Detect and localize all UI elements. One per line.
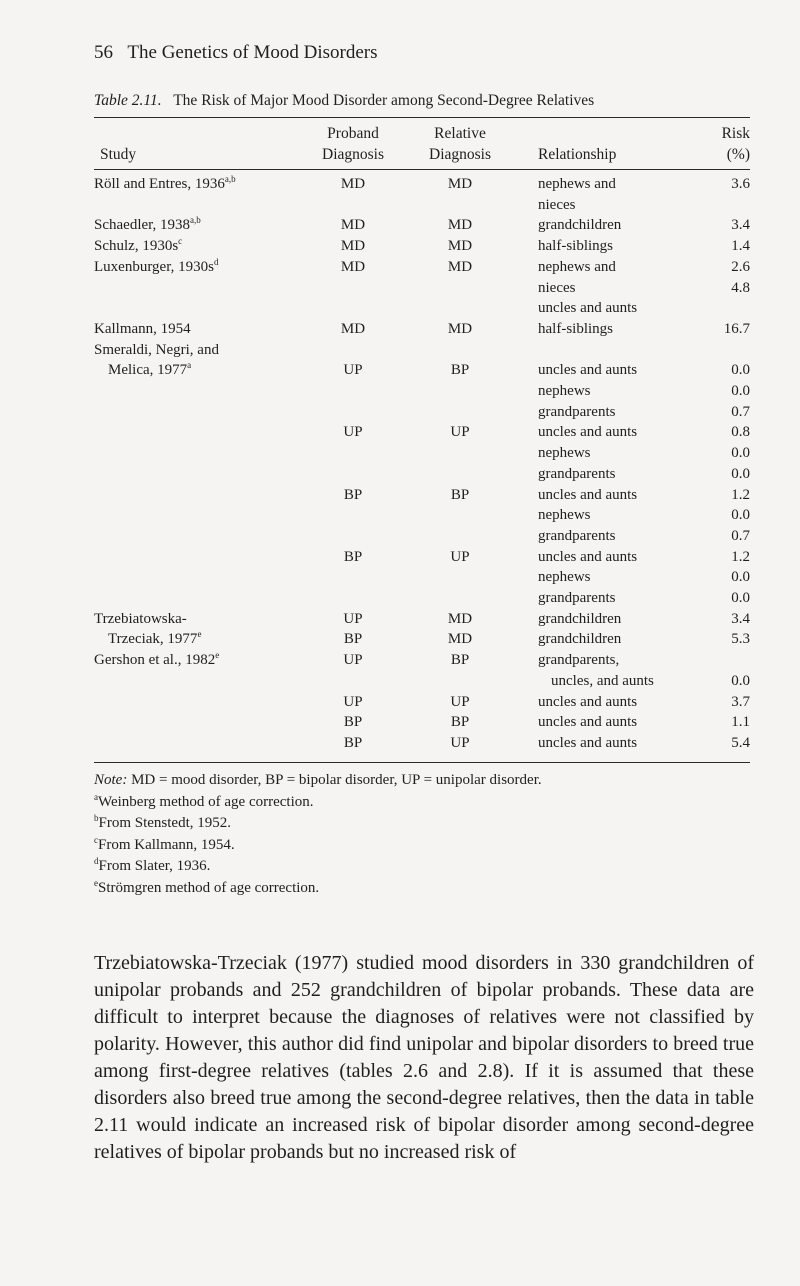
cell-proband-diagnosis: BP bbox=[343, 548, 363, 565]
cell-proband-diagnosis: MD bbox=[340, 238, 366, 255]
cell-relative-diagnosis: MD bbox=[447, 631, 473, 648]
footnote-mark: a bbox=[187, 360, 192, 371]
cell-risk: 0.0 bbox=[731, 590, 750, 606]
cell-proband-diagnosis: UP bbox=[343, 362, 363, 379]
footnote-mark: c bbox=[94, 834, 98, 845]
cell-risk: 0.0 bbox=[731, 383, 750, 399]
study-name: Kallmann, 1954 bbox=[94, 320, 191, 337]
cell-risk: 0.0 bbox=[731, 569, 750, 586]
header-relative-1: Relative bbox=[434, 125, 486, 142]
footnotes bbox=[94, 792, 542, 900]
study-name: Gershon et al., 1982 bbox=[94, 652, 216, 669]
cell-relationship: uncles and aunts bbox=[538, 734, 638, 751]
page-number: 56 bbox=[94, 42, 113, 63]
header-risk-1: Risk bbox=[721, 125, 750, 142]
study-name: Melica, 1977 bbox=[108, 362, 188, 379]
footnote-text: From Slater, 1936. bbox=[98, 858, 211, 874]
cell-risk: 0.7 bbox=[731, 403, 750, 420]
cell-relative-diagnosis: UP bbox=[450, 424, 470, 441]
footnote-text: From Kallmann, 1954. bbox=[98, 836, 235, 853]
cell-proband-diagnosis: MD bbox=[340, 258, 366, 275]
cell-relative-diagnosis: BP bbox=[450, 714, 470, 731]
cell-study bbox=[108, 629, 201, 649]
cell-risk: 3.7 bbox=[731, 693, 750, 710]
cell-risk: 0.8 bbox=[731, 424, 750, 441]
table-notes bbox=[94, 770, 542, 899]
cell-proband-diagnosis: BP bbox=[343, 486, 363, 503]
cell-relationship: nephews and bbox=[538, 176, 616, 192]
cell-relative-diagnosis: MD bbox=[447, 217, 473, 234]
cell-relative-diagnosis: MD bbox=[447, 320, 473, 337]
running-head bbox=[94, 42, 378, 64]
footnote-text: Strömgren method of age correction. bbox=[98, 879, 320, 896]
cell-relationship: uncles and aunts bbox=[538, 424, 638, 441]
cell-proband-diagnosis: UP bbox=[343, 652, 363, 669]
cell-risk: 0.0 bbox=[731, 465, 750, 482]
cell-risk: 1.2 bbox=[731, 548, 750, 565]
study-name: Schaedler, 1938 bbox=[94, 217, 191, 234]
cell-risk: 16.7 bbox=[723, 320, 750, 337]
cell-risk: 0.0 bbox=[731, 445, 750, 462]
cell-risk: 0.0 bbox=[731, 672, 750, 689]
study-name: Röll and Entres, 1936 bbox=[94, 176, 225, 192]
note-text: MD = mood disorder, BP = bipolar disorder, UP = unipolar disorder. bbox=[131, 772, 542, 788]
cell-risk: 3.4 bbox=[731, 610, 750, 627]
footnote-text: From Stenstedt, 1952. bbox=[98, 815, 232, 831]
cell-risk: 1.1 bbox=[731, 714, 750, 731]
footnote-mark: a,b bbox=[224, 174, 236, 184]
cell-proband-diagnosis: BP bbox=[343, 631, 363, 648]
cell-relationship: grandparents bbox=[538, 527, 616, 544]
cell-proband-diagnosis: BP bbox=[343, 714, 363, 731]
header-study: Study bbox=[100, 146, 137, 163]
footnote-mark: d bbox=[94, 856, 99, 866]
cell-proband-diagnosis: UP bbox=[343, 693, 363, 710]
cell-relationship: nephews bbox=[538, 569, 591, 586]
cell-relationship: nieces bbox=[538, 196, 576, 213]
cell-risk: 5.3 bbox=[731, 631, 750, 648]
cell-relationship: nephews bbox=[538, 383, 591, 399]
cell-relationship: nephews bbox=[538, 445, 591, 462]
footnote-mark: e bbox=[215, 650, 220, 661]
cell-study bbox=[94, 319, 191, 339]
table-title: The Risk of Major Mood Disorder among Second-Degree Relatives bbox=[173, 92, 595, 109]
cell-risk: 0.7 bbox=[731, 527, 750, 544]
footnote-mark: a,b bbox=[190, 215, 201, 226]
footnote-mark: b bbox=[94, 813, 99, 823]
study-name: Smeraldi, Negri, and bbox=[94, 341, 219, 358]
cell-relationship: uncles and aunts bbox=[538, 486, 638, 503]
cell-proband-diagnosis: UP bbox=[343, 424, 363, 441]
cell-relationship: uncles and aunts bbox=[538, 714, 638, 731]
cell-study bbox=[94, 215, 201, 235]
cell-relative-diagnosis: MD bbox=[447, 610, 473, 627]
study-name: Trzebiatowska- bbox=[94, 610, 187, 627]
cell-relationship: nephews bbox=[538, 507, 591, 524]
footnote bbox=[94, 878, 542, 900]
footnote-mark: c bbox=[178, 236, 183, 247]
cell-relative-diagnosis: BP bbox=[450, 362, 470, 379]
footnote-mark: e bbox=[94, 877, 98, 888]
header-relationship: Relationship bbox=[538, 146, 617, 163]
cell-risk: 1.4 bbox=[731, 238, 750, 255]
cell-proband-diagnosis: MD bbox=[340, 217, 366, 234]
cell-relationship: uncles and aunts bbox=[538, 548, 638, 565]
footnote bbox=[94, 792, 542, 814]
cell-risk: 5.4 bbox=[731, 734, 750, 751]
cell-relationship: grandchildren bbox=[538, 631, 622, 648]
cell-relationship: uncles and aunts bbox=[538, 362, 638, 379]
cell-risk: 4.8 bbox=[731, 279, 750, 296]
footnote bbox=[94, 835, 542, 857]
cell-study bbox=[94, 340, 219, 360]
cell-relationship: grandchildren bbox=[538, 610, 622, 627]
cell-study bbox=[94, 236, 182, 256]
cell-relationship: half-siblings bbox=[538, 320, 613, 337]
cell-relative-diagnosis: UP bbox=[450, 548, 470, 565]
body-paragraph: Trzebiatowska-Trzeciak (1977) studied mood disorders in 330 grandchildren of unipolar probands and 252 grandchildren of bipolar probands. These data are difficult to interpret because the diagnoses of relatives were not classified by polarity. However, this author did find unipolar and bipolar disorders to breed true among first-degree relatives (tables 2.6 and 2.8). If it is assumed that these disorders also breed true among the second-degree relatives, then the data in table 2.11 would indicate an increased risk of bipolar disorder among second-degree relatives of bipolar probands but no increased risk of bbox=[94, 952, 754, 1163]
cell-study bbox=[108, 360, 191, 380]
study-name: Luxenburger, 1930s bbox=[94, 258, 214, 275]
table-label: Table 2.11. bbox=[94, 92, 162, 109]
cell-study bbox=[94, 257, 218, 277]
cell-relationship: grandparents bbox=[538, 590, 616, 606]
header-relative-2: Diagnosis bbox=[429, 146, 491, 163]
header-proband-1: Proband bbox=[327, 125, 379, 142]
footnote-mark: a bbox=[94, 791, 98, 802]
cell-relationship: uncles, and aunts bbox=[551, 672, 654, 689]
cell-relationship: nieces bbox=[538, 279, 576, 296]
cell-proband-diagnosis: MD bbox=[340, 320, 366, 337]
note-label: Note: bbox=[94, 772, 128, 788]
cell-relative-diagnosis: UP bbox=[450, 734, 470, 751]
cell-risk: 0.0 bbox=[731, 507, 750, 524]
footnote bbox=[94, 813, 542, 835]
cell-risk: 0.0 bbox=[731, 362, 750, 379]
cell-risk: 3.6 bbox=[731, 176, 750, 192]
cell-study bbox=[94, 609, 187, 629]
footnote-mark: d bbox=[213, 256, 219, 267]
cell-relationship: grandparents bbox=[538, 465, 616, 482]
cell-proband-diagnosis: MD bbox=[340, 176, 366, 192]
header-risk-2: (%) bbox=[726, 146, 750, 163]
study-name: Schulz, 1930s bbox=[94, 238, 179, 255]
table-bottom-rule bbox=[94, 762, 750, 763]
cell-relationship: grandchildren bbox=[538, 217, 622, 234]
cell-proband-diagnosis: UP bbox=[343, 610, 363, 627]
cell-risk: 2.6 bbox=[731, 258, 750, 275]
cell-risk: 1.2 bbox=[731, 486, 750, 503]
cell-relationship: nephews and bbox=[538, 258, 616, 275]
cell-relationship: grandparents bbox=[538, 403, 616, 420]
cell-proband-diagnosis: BP bbox=[343, 734, 363, 751]
cell-relative-diagnosis: MD bbox=[447, 176, 473, 192]
cell-relative-diagnosis: UP bbox=[450, 693, 470, 710]
cell-relationship: grandparents, bbox=[538, 652, 620, 669]
cell-risk: 3.4 bbox=[731, 217, 750, 234]
header-proband-2: Diagnosis bbox=[322, 146, 384, 163]
cell-relative-diagnosis: BP bbox=[450, 652, 470, 669]
running-head-title: The Genetics of Mood Disorders bbox=[127, 42, 378, 63]
cell-relationship: half-siblings bbox=[538, 238, 613, 255]
cell-relationship: uncles and aunts bbox=[538, 693, 638, 710]
footnote-mark: e bbox=[197, 629, 202, 640]
note-line bbox=[94, 770, 542, 792]
table-header-rule bbox=[94, 169, 750, 170]
footnote-text: Weinberg method of age correction. bbox=[98, 793, 314, 810]
cell-study bbox=[94, 174, 236, 194]
table-caption bbox=[94, 92, 594, 110]
cell-relative-diagnosis: BP bbox=[450, 486, 470, 503]
cell-study bbox=[94, 650, 219, 670]
footnote bbox=[94, 856, 542, 878]
cell-relationship: uncles and aunts bbox=[538, 300, 638, 317]
table-top-rule bbox=[94, 117, 750, 118]
cell-relative-diagnosis: MD bbox=[447, 238, 473, 255]
cell-relative-diagnosis: MD bbox=[447, 258, 473, 275]
study-name: Trzeciak, 1977 bbox=[108, 631, 198, 648]
